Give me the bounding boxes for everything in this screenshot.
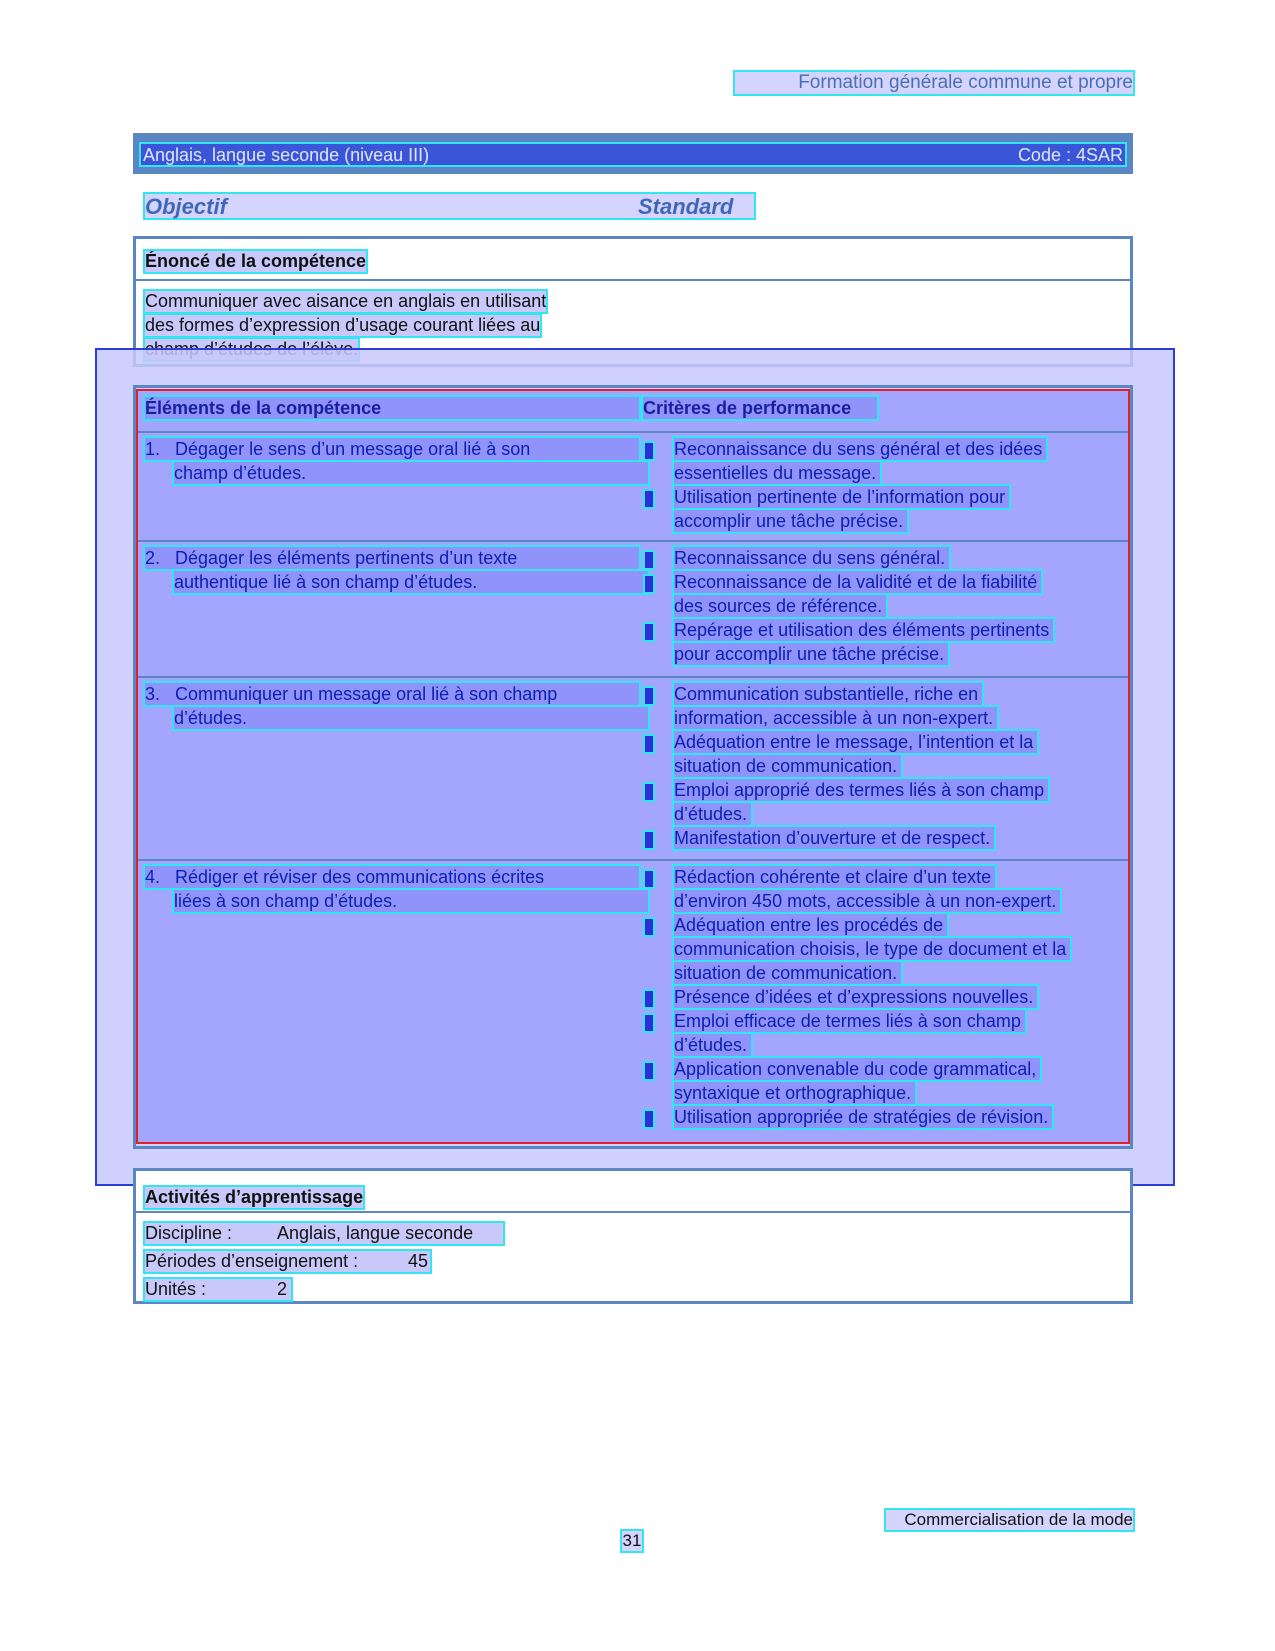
competence-head: [136, 239, 1130, 281]
element-2-line-1: [145, 547, 639, 569]
course-code: Code : 4SAR: [1017, 145, 1123, 165]
competence-line-1: Communiquer avec aisance en anglais en utilisant: [145, 291, 547, 311]
criterion-4-4-line-1: Emploi efficace de termes liés à son champ: [674, 1010, 1025, 1032]
bullet-icon: [645, 624, 653, 640]
criterion-2-3-line-1: Repérage et utilisation des éléments pertinents: [674, 619, 1053, 641]
bullet-icon: [645, 832, 653, 848]
element-3-num: 3.: [145, 684, 161, 704]
criterion-4-2-line-2: communication choisis, le type de document et la: [674, 938, 1070, 960]
activities-head: [136, 1171, 1130, 1213]
bullet-icon: [645, 1015, 653, 1031]
criterion-1-1-line-2: essentielles du message.: [674, 462, 880, 484]
bullet-icon: [645, 576, 653, 592]
element-2-num: 2.: [145, 548, 161, 568]
course-title-bar: [133, 133, 1133, 174]
activities-heading: Activités d’apprentissage: [145, 1187, 364, 1207]
criterion-3-1-line-1: Communication substantielle, riche en: [674, 683, 982, 705]
criterion-4-5-line-1: Application convenable du code grammatical,: [674, 1058, 1040, 1080]
competence-table: [136, 389, 1130, 1144]
discipline-value: Anglais, langue seconde: [277, 1223, 474, 1243]
col-criteria-header: Critères de performance: [643, 397, 877, 419]
row-separator: [138, 431, 1128, 433]
element-1-num: 1.: [145, 439, 161, 459]
periods-row: [145, 1251, 430, 1272]
row-separator: [138, 676, 1128, 678]
element-1-text-1: Dégager le sens d’un message oral lié à son: [175, 439, 531, 459]
criterion-4-2-line-3: situation de communication.: [674, 962, 901, 984]
row-separator: [138, 540, 1128, 542]
criterion-1-2-line-1: Utilisation pertinente de l’information pour: [674, 486, 1009, 508]
criterion-4-3-line-1: Présence d’idées et d’expressions nouvelles.: [674, 986, 1037, 1008]
criterion-2-2-line-1: Reconnaissance de la validité et de la fiabilité: [674, 571, 1041, 593]
criterion-3-3-line-1: Emploi approprié des termes liés à son champ: [674, 779, 1048, 801]
criterion-4-1-line-1: Rédaction cohérente et claire d’un texte: [674, 866, 995, 888]
bullet-icon: [645, 919, 653, 935]
element-4-num: 4.: [145, 867, 161, 887]
criterion-4-6-line-1: Utilisation appropriée de stratégies de révision.: [674, 1106, 1052, 1128]
criterion-3-4-line-1: Manifestation d’ouverture et de respect.: [674, 827, 994, 849]
competence-line-2: des formes d’expression d’usage courant liées au: [145, 315, 541, 335]
criterion-4-4-line-2: d’études.: [674, 1034, 751, 1056]
element-3-text-1: Communiquer un message oral lié à son champ: [175, 684, 558, 704]
element-3-line-2: d’études.: [174, 707, 648, 729]
element-1-line-1: [145, 438, 639, 460]
row-separator: [138, 859, 1128, 861]
units-label: Unités :: [145, 1279, 207, 1299]
activities-box: [133, 1168, 1133, 1304]
bullet-icon: [645, 552, 653, 568]
criterion-3-1-line-2: information, accessible à un non-expert.: [674, 707, 997, 729]
objectif-label: Objectif: [145, 194, 227, 219]
bullet-icon: [645, 1063, 653, 1079]
bullet-icon: [645, 491, 653, 507]
bullet-icon: [645, 443, 653, 459]
page-number: 31: [622, 1531, 642, 1550]
criterion-4-2-line-1: Adéquation entre les procédés de: [674, 914, 947, 936]
bullet-icon: [645, 736, 653, 752]
bullet-icon: [645, 1111, 653, 1127]
criterion-3-3-line-2: d’études.: [674, 803, 751, 825]
criterion-2-2-line-2: des sources de référence.: [674, 595, 886, 617]
criterion-2-3-line-2: pour accomplir une tâche précise.: [674, 643, 948, 665]
criterion-1-1-line-1: Reconnaissance du sens général et des idées: [674, 438, 1046, 460]
periods-label: Périodes d’enseignement :: [145, 1251, 359, 1271]
criterion-4-5-line-2: syntaxique et orthographique.: [674, 1082, 915, 1104]
course-title: Anglais, langue seconde (niveau III): [143, 145, 430, 165]
discipline-label: Discipline :: [145, 1223, 233, 1243]
element-4-line-1: [145, 866, 639, 888]
criterion-4-1-line-2: d’environ 450 mots, accessible à un non-expert.: [674, 890, 1060, 912]
units-row: [145, 1279, 291, 1300]
footer-program: Commercialisation de la mode: [886, 1510, 1133, 1530]
units-value: 2: [277, 1279, 288, 1299]
standard-label: Standard: [638, 194, 734, 219]
criterion-3-2-line-2: situation de communication.: [674, 755, 901, 777]
criterion-2-1-line-1: Reconnaissance du sens général.: [674, 547, 949, 569]
bullet-icon: [645, 991, 653, 1007]
periods-value: 45: [408, 1251, 429, 1271]
bullet-icon: [645, 784, 653, 800]
competence-heading: Énoncé de la compétence: [145, 251, 367, 271]
bullet-icon: [645, 688, 653, 704]
element-2-line-2: authentique lié à son champ d’études.: [174, 571, 648, 593]
col-elements-header: Éléments de la compétence: [145, 397, 639, 419]
element-4-line-2: liées à son champ d’études.: [174, 890, 648, 912]
criterion-3-2-line-1: Adéquation entre le message, l’intention et la: [674, 731, 1037, 753]
bullet-icon: [645, 871, 653, 887]
element-2-text-1: Dégager les éléments pertinents d’un texte: [175, 548, 518, 568]
element-3-line-1: [145, 683, 639, 705]
objective-standard-row: [145, 194, 754, 218]
element-1-line-2: champ d’études.: [174, 462, 648, 484]
discipline-row: [145, 1223, 503, 1244]
page-section-header: Formation générale commune et propre: [735, 72, 1133, 94]
criterion-1-2-line-2: accomplir une tâche précise.: [674, 510, 907, 532]
element-4-text-1: Rédiger et réviser des communications écrites: [175, 867, 545, 887]
